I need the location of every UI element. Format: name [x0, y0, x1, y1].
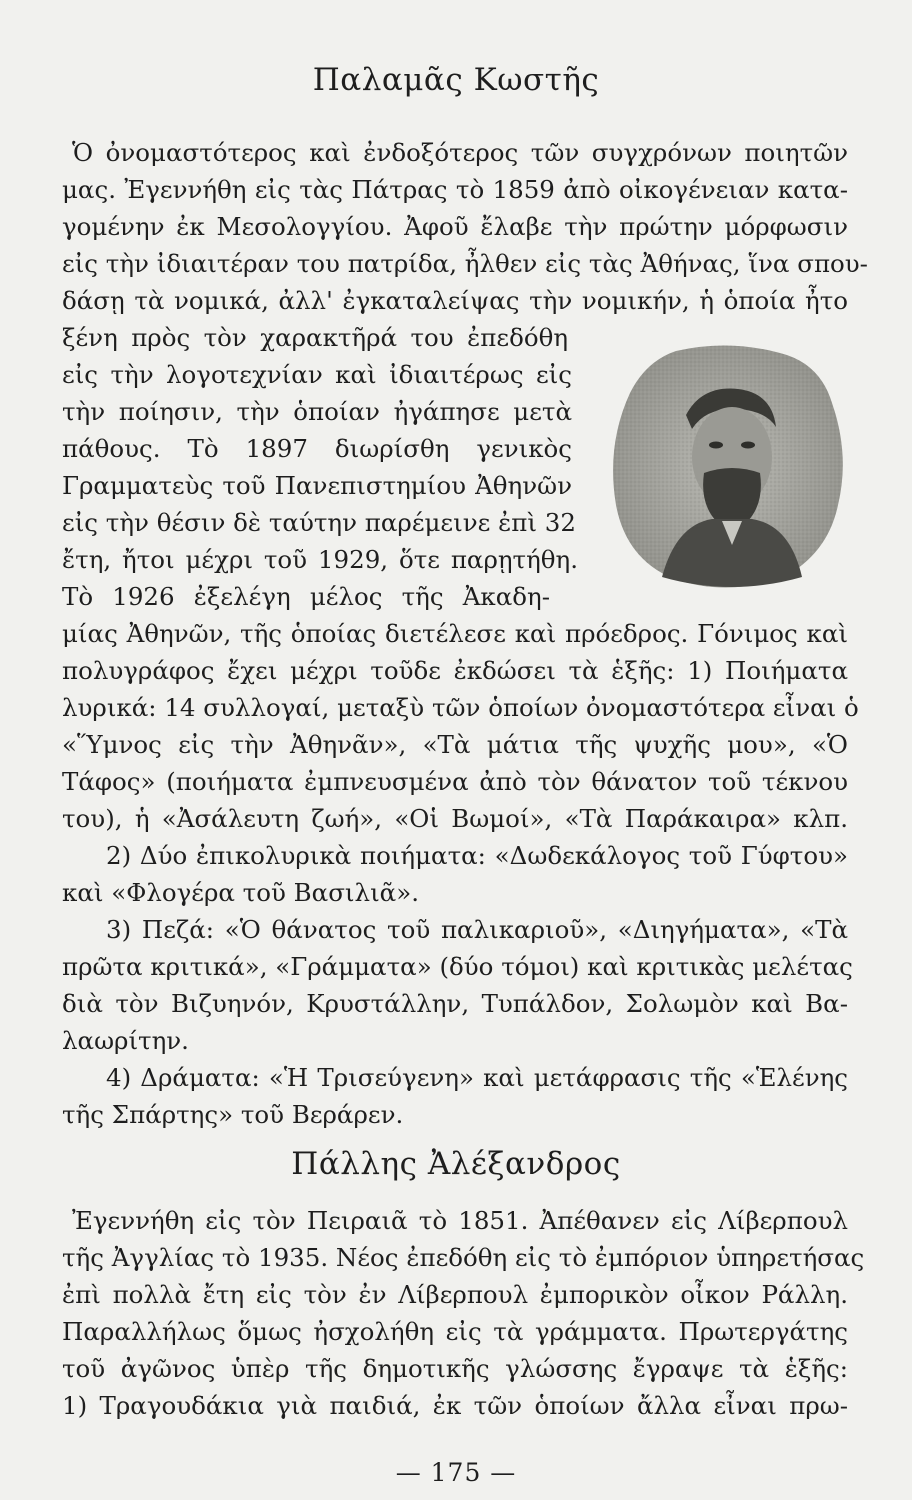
- text-line: Γραμματεὺς τοῦ Πανεπιστημίου Ἀθηνῶν: [62, 471, 572, 500]
- text-line: πάθους. Τὸ 1897 διωρίσθη γενικὸς: [62, 434, 572, 463]
- text-line: τοῦ ἀγῶνος ὑπὲρ τῆς δημοτικῆς γλώσσης ἔγραψε τὰ ἑξῆς:: [62, 1354, 848, 1383]
- text-line: 1) Τραγουδάκια γιὰ παιδιά, ἐκ τῶν ὁποίων ἄλλα εἶναι πρω-: [62, 1391, 848, 1420]
- page-number: — 175 —: [395, 1458, 517, 1487]
- text-line: ξένη πρὸς τὸν χαρακτῆρά του ἐπεδόθη: [62, 323, 568, 352]
- text-line: λαωρίτην.: [62, 1026, 189, 1055]
- text-line: «Ὕμνος εἰς τὴν Ἀθηνᾶν», «Τὰ μάτια τῆς ψυχῆς μου», «Ὁ: [62, 730, 848, 759]
- text-line: δάσῃ τὰ νομικά, ἀλλ' ἐγκαταλείψας τὴν νομικήν, ἡ ὁποία ἦτο: [62, 286, 848, 315]
- text-line: τῆς Ἀγγλίας τὸ 1935. Νέος ἐπεδόθη εἰς τὸ ἐμπόριον ὑπηρετήσας: [62, 1243, 865, 1272]
- text-line: τὴν ποίησιν, τὴν ὁποίαν ἠγάπησε μετὰ: [62, 397, 572, 426]
- text-line: καὶ «Φλογέρα τοῦ Βασιλιᾶ».: [62, 878, 419, 907]
- text-line: 2) Δύο ἐπικολυρικὰ ποιήματα: «Δωδεκάλογος τοῦ Γύφτου»: [106, 841, 848, 870]
- text-line: γομένην ἐκ Μεσολογγίου. Ἀφοῦ ἔλαβε τὴν πρώτην μόρφωσιν: [62, 212, 848, 241]
- section-title-palamas: Παλαμᾶς Κωστῆς: [312, 62, 600, 98]
- text-line: διὰ τὸν Βιζυηνόν, Κρυστάλλην, Τυπάλδον, Σολωμὸν καὶ Βα-: [62, 989, 848, 1018]
- text-line: εἰς τὴν λογοτεχνίαν καὶ ἰδιαιτέρως εἰς: [62, 360, 572, 389]
- text-line: τῆς Σπάρτης» τοῦ Βεράρεν.: [62, 1100, 404, 1129]
- portrait-photo: [606, 345, 850, 593]
- text-line: πρῶτα κριτικά», «Γράμματα» (δύο τόμοι) καὶ κριτικὰς μελέτας: [62, 952, 853, 981]
- text-line: εἰς τὴν ἰδιαιτέραν του πατρίδα, ἦλθεν εἰς τὰς Ἀθήνας, ἵνα σπου-: [62, 249, 868, 278]
- text-line: Ἐγεννήθη εἰς τὸν Πειραιᾶ τὸ 1851. Ἀπέθανεν εἰς Λίβερπουλ: [72, 1206, 848, 1235]
- text-line: του), ἡ «Ἀσάλευτη ζωή», «Οἱ Βωμοί», «Τὰ Παράκαιρα» κλπ.: [62, 804, 848, 833]
- text-line: ἐπὶ πολλὰ ἔτη εἰς τὸν ἐν Λίβερπουλ ἐμπορικὸν οἶκον Ράλλη.: [62, 1280, 848, 1309]
- text-line: Τάφος» (ποιήματα ἐμπνευσμένα ἀπὸ τὸν θάνατον τοῦ τέκνου: [62, 767, 848, 796]
- section-title-pallis: Πάλλης Ἀλέξανδρος: [291, 1146, 621, 1182]
- text-line: 4) Δράματα: «Ἡ Τρισεύγενη» καὶ μετάφρασις τῆς «Ἑλένης: [106, 1063, 848, 1092]
- text-line: 3) Πεζά: «Ὁ θάνατος τοῦ παλικαριοῦ», «Διηγήματα», «Τὰ: [106, 915, 848, 944]
- text-line: μίας Ἀθηνῶν, τῆς ὁποίας διετέλεσε καὶ πρόεδρος. Γόνιμος καὶ: [62, 619, 848, 648]
- text-line: ἔτη, ἤτοι μέχρι τοῦ 1929, ὅτε παρῃτήθη.: [62, 545, 578, 574]
- text-line: Παραλλήλως ὅμως ἠσχολήθη εἰς τὰ γράμματα. Πρωτεργάτης: [62, 1317, 848, 1346]
- text-line: λυρικά: 14 συλλογαί, μεταξὺ τῶν ὁποίων ὀνομαστότερα εἶναι ὁ: [62, 693, 859, 722]
- text-line: Ὁ ὀνομαστότερος καὶ ἐνδοξότερος τῶν συγχρόνων ποιητῶν: [72, 138, 848, 167]
- text-line: πολυγράφος ἔχει μέχρι τοῦδε ἐκδώσει τὰ ἑξῆς: 1) Ποιήματα: [62, 656, 848, 685]
- text-line: εἰς τὴν θέσιν δὲ ταύτην παρέμεινε ἐπὶ 32: [62, 508, 576, 537]
- text-line: Τὸ 1926 ἐξελέγη μέλος τῆς Ἀκαδη-: [62, 582, 550, 611]
- text-line: μας. Ἐγεννήθη εἰς τὰς Πάτρας τὸ 1859 ἀπὸ οἰκογένειαν κατα-: [62, 175, 848, 204]
